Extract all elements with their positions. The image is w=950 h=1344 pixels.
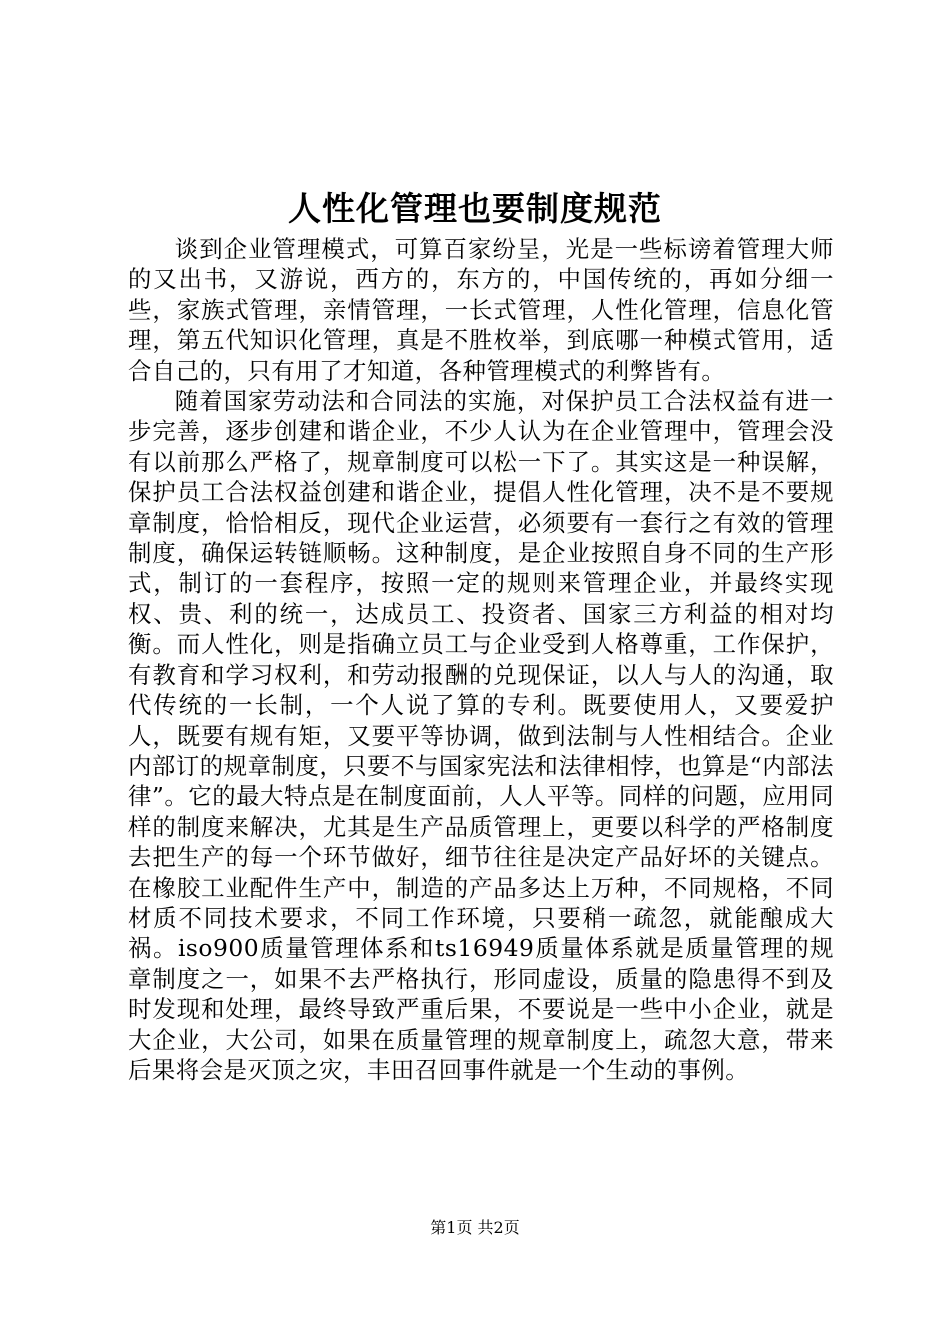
document-title: 人性化管理也要制度规范 [288, 189, 662, 228]
page-footer: 第1页 共2页 [430, 1218, 520, 1237]
paragraph-1: 谈到企业管理模式，可算百家纷呈，光是一些标谤着管理大师的又出书，又游说，西方的，东方的，中国传统的，再如分细一些，家族式管理，亲情管理，一长式管理，人性化管理，信息化管理，第五代知识化管理，真是不胜枚举，到底哪一种模式管用，适合自己的，只有用了才知道，各种管理模式的利弊皆有。 [128, 235, 834, 385]
paragraph-2: 随着国家劳动法和合同法的实施，对保护员工合法权益有进一步完善，逐步创建和谐企业，不少人认为在企业管理中，管理会没有以前那么严格了，规章制度可以松一下了。其实这是一种误解，保护员工合法权益创建和谐企业，提倡人性化管理，决不是不要规章制度，恰恰相反，现代企业运营，必须要有一套行之有效的管理制度，确保运转链顺畅。这种制度，是企业按照自身不同的生产形式，制订的一套程序，按照一定的规则来管理企业，并最终实现权、贵、利的统一，达成员工、投资者、国家三方利益的相对均衡。而人性化，则是指确立员工与企业受到人格尊重，工作保护，有教育和学习权利，和劳动报酬的兑现保证，以人与人的沟通，取代传统的一长制，一个人说了算的专利。既要使用人，又要爱护人，既要有规有矩，又要平等协调，做到法制与人性相结合。企业内部订的规章制度，只要不与国家宪法和法律相悖，也算是“内部法律”。它的最大特点是在制度面前，人人平等。同样的问题，应用同样的制度来解决，尤其是生产品质管理上，更要以科学的严格制度去把生产的每一个环节做好，细节往往是决定产品好坏的关键点。在橡胶工业配件生产中，制造的产品多达上万种，不同规格，不同材质不同技术要求，不同工作环境，只要稍一疏忽，就能酿成大祸。iso900质量管理体系和ts16949质量体系就是质量管理的规章制度之一，如果不去严格执行，形同虚设，质量的隐患得不到及时发现和处理，最终导致严重后果，不要说是一些中小企业，就是大企业，大公司，如果在质量管理的规章制度上，疏忽大意，带来后果将会是灭顶之灾，丰田召回事件就是一个生动的事例。 [128, 387, 834, 1084]
document-body [128, 234, 834, 1085]
